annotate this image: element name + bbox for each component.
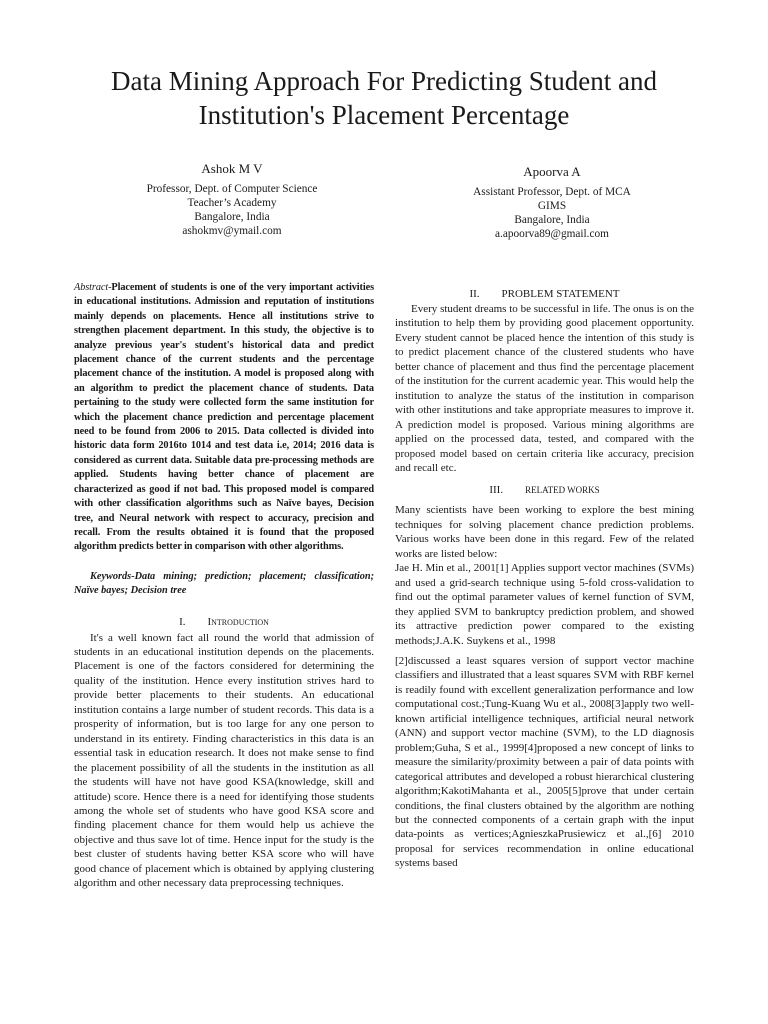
section-heading-introduction (74, 615, 374, 629)
paper-title (60, 64, 708, 132)
author-location: Bangalore, India (194, 211, 270, 223)
section-title: RELATED WORKS (525, 485, 600, 496)
section-heading-problem-statement (395, 287, 694, 301)
keywords-text: Keywords-Data mining; prediction; placement; classification; Naïve bayes; Decision tree (74, 570, 374, 597)
abstract-text: Placement of students is one of the very important activities in educational institutions. Admission and reputation of institutions mainly depends on placements. Hence all institutions strive to strengthen placement department. In this study, the objective is to analyze previous year's student's historical data and predict placement chance of the current students and the percentage placement chance of the institution. A model is proposed along with an algorithm to predict the placement chance of students. Data pertaining to the study were collected form the same institution for which the placement chance prediction and percentage placement need to be found from 2006 to 2015. Data collected is divided into historic data form 2016to 1014 and test data i.e, 2014; 2016 data is considered as current data. Suitable data pre-processing methods are applied. Students having better chance of placement are characterized as good if not bad. This proposed model is compared with other classification algorithms such as Naïve bayes, Decision tree, and Neural network with respect to accuracy, precision and recall. From the results obtained it is found that the proposed algorithm predicts better in comparison with other algorithms. (74, 282, 374, 553)
author-organization: GIMS (537, 200, 567, 212)
related-works-paragraph-3: [2]discussed a least squares version of support vector machine classifiers and illustrated that a least squares SVM with RBF kernel is readily found with excellent generalization performance and low computational cost.;Tung-Kuang Wu et al., 2008[3]apply two well-known artificial intelligence techniques, artificial neural network (ANN) and support vector machine (SVM), to the LD diagnosis problem;Guha, S et al., 1999[4]proposed a new concept of links to measure the similarity/proximity between a pair of data points with categorical attributes and developed a robust hierarchical clustering algorithm;KakotiMahanta et al., 2005[5]prove that under certain conditions, the final clusters obtained by the algorithm are nothing but the connected components of a certain graph with the input data-points as vertices;AgnieszkaPrusiewicz et al.,[6] 2010 proposal for services recommendation in online educational systems based (395, 654, 694, 870)
keywords (74, 570, 374, 599)
author-name: Apoorva A (523, 164, 581, 179)
section-heading-related-works (395, 483, 694, 497)
introduction-paragraph: It's a well known fact all round the world that admission of students in an educational institution depends on the placements. Placement is one of the factors considered for determining the quality of the institution. Hence every institution strives hard to provide better placements to their students. An educational institution contains a large number of student records. This data is a prosperity of information, but is too large for any one person to understand in its entirety. Finding characteristics in this data is an essential task in education research. It does not make sense to find the placement possibility of all the students in the institution as all the students will have not have good KSA(knowledge, skill and attitude) score. Hence there is a need for identifying those students among the whole set of students who have good KSA score and finding placement chance for them would help us achieve the objective and thus save lot of time. Hence input for the study is the best cluster of students having better KSA score who will have good chance of placement which is obtained by applying clustering algorithm and other necessary data preprocessing techniques. (74, 631, 374, 890)
author-email: a.apoorva89@gmail.com (495, 228, 609, 240)
author-organization: Teacher’s Academy (187, 197, 277, 209)
author-block-1 (120, 161, 344, 238)
section-number: III. (489, 484, 504, 497)
section-number: II. (469, 288, 480, 300)
abstract-label: Abstract- (74, 282, 112, 293)
right-column (395, 287, 694, 871)
author-affiliation: Professor, Dept. of Computer Science (146, 183, 318, 195)
section-title: Introduction (207, 615, 269, 628)
problem-statement-paragraph: Every student dreams to be successful in life. The onus is on the institution to help them by providing good placement opportunity. Every student cannot be placed hence the intention of this study is to predict placement chance of the clustered students who have better chance of placement and thus find the percentage placement of the institution for the current academic year. This would help the institution to analyze the status of the institution in comparison with other institutions and take appropriate measures to improve it. A prediction model is proposed. Various mining algorithms are applied on the processed data, tested, and compared with the proposed model based on certain criteria like accuracy, precision and recall etc. (395, 303, 694, 474)
paper-title-line-2: Institution's Placement Percentage (198, 100, 570, 130)
abstract (74, 281, 374, 555)
section-number: I. (179, 615, 186, 628)
paper-title-line-1: Data Mining Approach For Predicting Student and (111, 66, 657, 96)
section-title: PROBLEM STATEMENT (501, 288, 620, 300)
related-works-paragraph-1: Many scientists have been working to explore the best mining techniques for solving placement chance prediction problems. Various works have been done in this regard. Few of the related works are listed below: (395, 504, 694, 560)
author-block-2 (440, 164, 664, 241)
author-email: ashokmv@ymail.com (182, 225, 282, 237)
related-works-paragraph-2: Jae H. Min et al., 2001[1] Applies support vector machines (SVMs) and used a grid-search technique using 5-fold cross-validation to find out the optimal parameter values of kernel function of SVM, they applied SVM to bankruptcy prediction problem, and showed its attractive prediction power compared to the existing methods;J.A.K. Suykens et al., 1998 (395, 562, 694, 647)
author-name: Ashok M V (201, 161, 263, 176)
author-location: Bangalore, India (514, 214, 590, 226)
author-affiliation: Assistant Professor, Dept. of MCA (473, 186, 631, 198)
left-column (74, 281, 374, 891)
